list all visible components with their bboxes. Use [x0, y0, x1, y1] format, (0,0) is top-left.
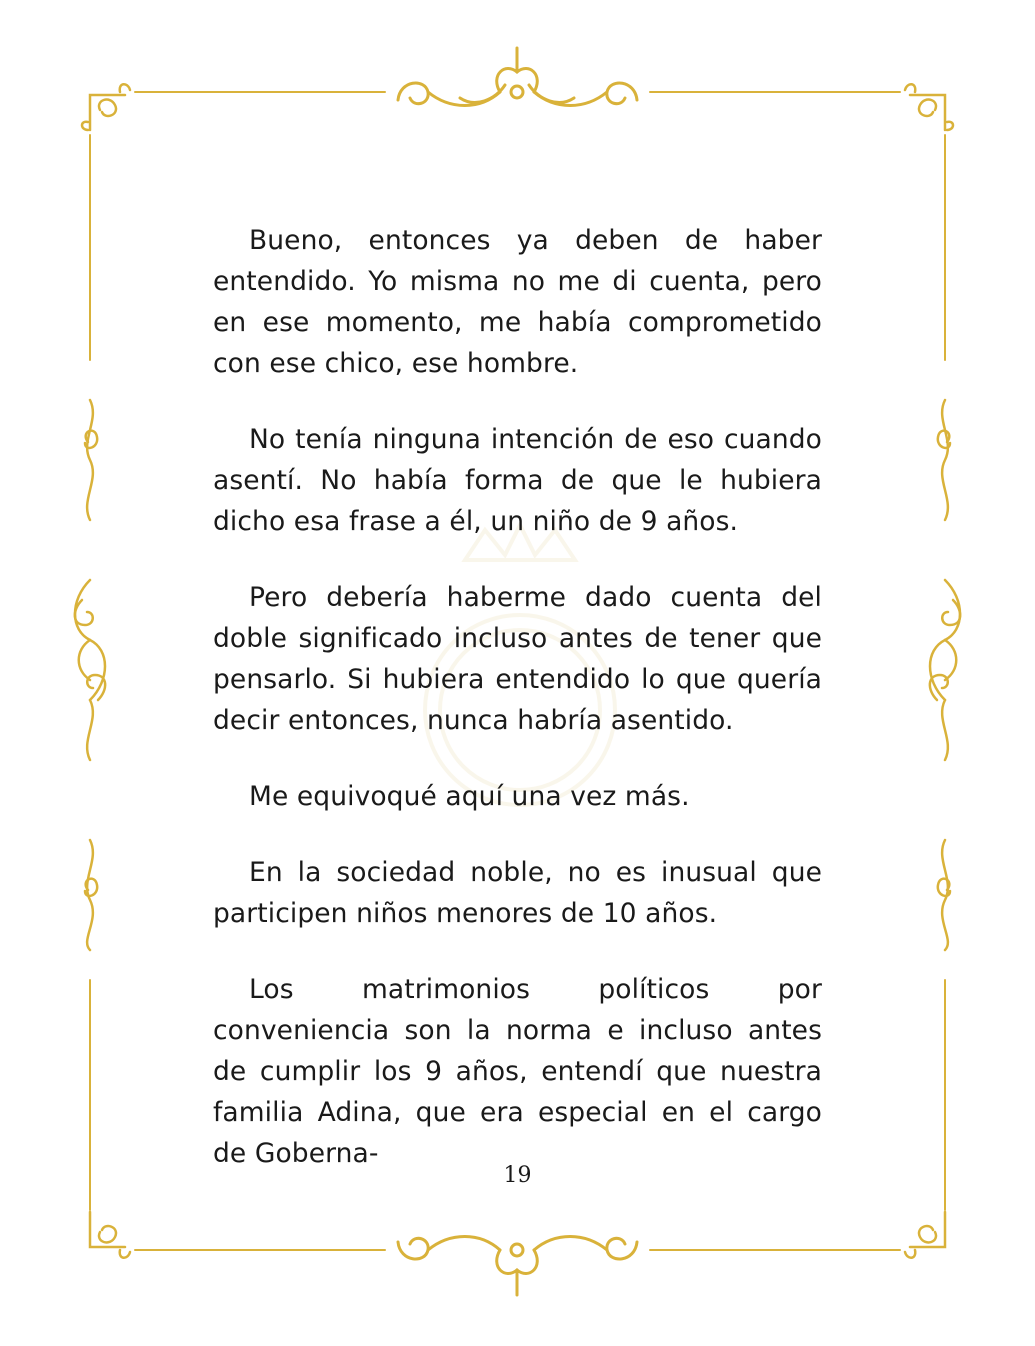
right-side-flourish-icon [930, 400, 960, 950]
top-left-corner-icon [82, 84, 130, 130]
paragraph: Pero debería haberme dado cuenta del doble significado incluso antes de tener que pensarlo. Si hubiera entendido lo que quería decir entonces, nunca habría asentido. [213, 582, 822, 736]
paragraph: Los matrimonios políticos por conveniencia son la norma e incluso antes de cumplir los 9 años, entendí que nuestra familia Adina, que era especial en el cargo de Goberna- [213, 974, 822, 1169]
paragraph: Bueno, entonces ya deben de haber entendido. Yo misma no me di cuenta, pero en ese momento, me había comprometido con ese chico, ese hombre. [213, 225, 822, 379]
paragraph: Me equivoqué aquí una vez más. [249, 781, 690, 812]
bottom-flourish-icon [398, 1237, 637, 1296]
top-right-corner-icon [905, 84, 953, 130]
paragraph: En la sociedad noble, no es inusual que participen niños menores de 10 años. [213, 857, 822, 929]
bottom-left-corner-icon [90, 1212, 130, 1258]
bottom-right-corner-icon [905, 1212, 945, 1258]
page-body-text [213, 220, 822, 1209]
page-number: 19 [503, 1163, 532, 1188]
left-side-flourish-icon [75, 400, 105, 950]
top-flourish-icon [398, 48, 637, 106]
paragraph: No tenía ninguna intención de eso cuando asentí. No había forma de que le hubiera dicho esa frase a él, un niño de 9 años. [213, 424, 822, 537]
